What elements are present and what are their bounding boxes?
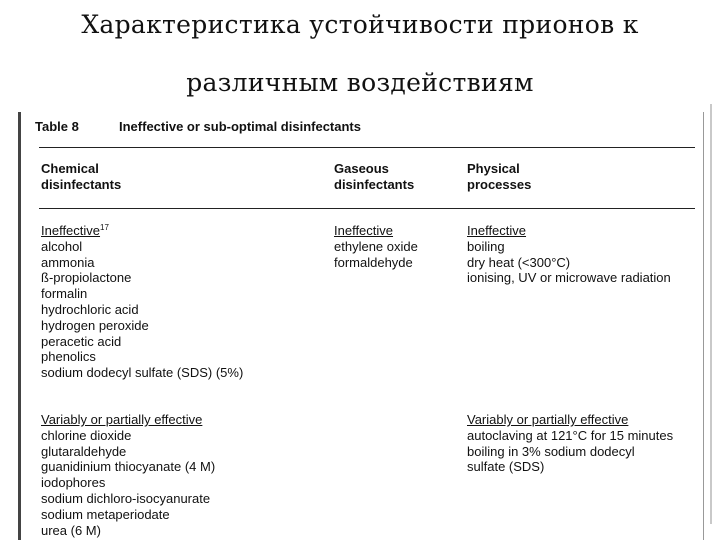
table-label: Table 8 (35, 119, 79, 134)
table-list-item: sulfate (SDS) (467, 459, 545, 475)
table-list-item: formalin (41, 286, 88, 302)
table-list-item: ammonia (41, 254, 95, 270)
table-header-rule (39, 208, 695, 209)
table-list-item: urea (6 M) (41, 522, 101, 538)
ineffective-physical-heading: Ineffective (467, 223, 527, 238)
ineffective-gaseous-column (334, 223, 418, 270)
table-list-item: ionising, UV or microwave radiation (467, 270, 671, 286)
header-chemical: Chemical disinfectants (41, 161, 122, 192)
ineffective-gaseous-heading: Ineffective (334, 223, 394, 238)
table-list-item: ethylene oxide (334, 238, 418, 254)
table-list-item: boiling (467, 238, 505, 254)
variable-physical-heading: Variably or partially effective (467, 412, 629, 427)
slide-title-line-1: Характеристика устойчивости прионов к (81, 10, 639, 39)
table-list-item: chlorine dioxide (41, 427, 132, 443)
table-list-item: boiling in 3% sodium dodecyl (467, 443, 635, 459)
table-list-item: peracetic acid (41, 333, 122, 349)
table-list-item: alcohol (41, 238, 83, 254)
table-list-item: sodium dodecyl sulfate (SDS) (5%) (41, 365, 244, 381)
table-top-rule (39, 147, 695, 148)
table-list-item: hydrochloric acid (41, 301, 139, 317)
table-list-item: hydrogen peroxide (41, 317, 149, 333)
slide-title-line-2: различным воздействиям (186, 68, 534, 97)
table-list-item: formaldehyde (334, 254, 413, 270)
table-list-item: ß-propiolactone (41, 270, 132, 286)
table-list-item: sodium metaperiodate (41, 506, 170, 522)
table-list-item: iodophores (41, 475, 106, 491)
ineffective-physical-column (467, 223, 671, 286)
variable-physical-column (467, 412, 673, 475)
table-list-item: guanidinium thiocyanate (4 M) (41, 459, 216, 475)
variable-chemical-column (41, 412, 215, 538)
disinfectants-table (18, 112, 703, 540)
header-physical: Physical processes (467, 161, 532, 192)
ineffective-chemical-column (41, 223, 243, 381)
variable-chemical-heading: Variably or partially effective (41, 412, 203, 427)
table-list-item: dry heat (<300°C) (467, 254, 571, 270)
table-list-item: autoclaving at 121°C for 15 minutes (467, 427, 674, 443)
table-list-item: phenolics (41, 349, 96, 365)
table-list-item: sodium dichloro-isocyanurate (41, 490, 211, 506)
table-list-item: glutaraldehyde (41, 443, 127, 459)
header-gaseous: Gaseous disinfectants (334, 161, 415, 192)
slide-accent-bar (710, 104, 712, 524)
table-caption: Ineffective or sub-optimal disinfectants (119, 119, 361, 134)
ineffective-chemical-heading: Ineffective$^{17}$ (41, 223, 109, 238)
